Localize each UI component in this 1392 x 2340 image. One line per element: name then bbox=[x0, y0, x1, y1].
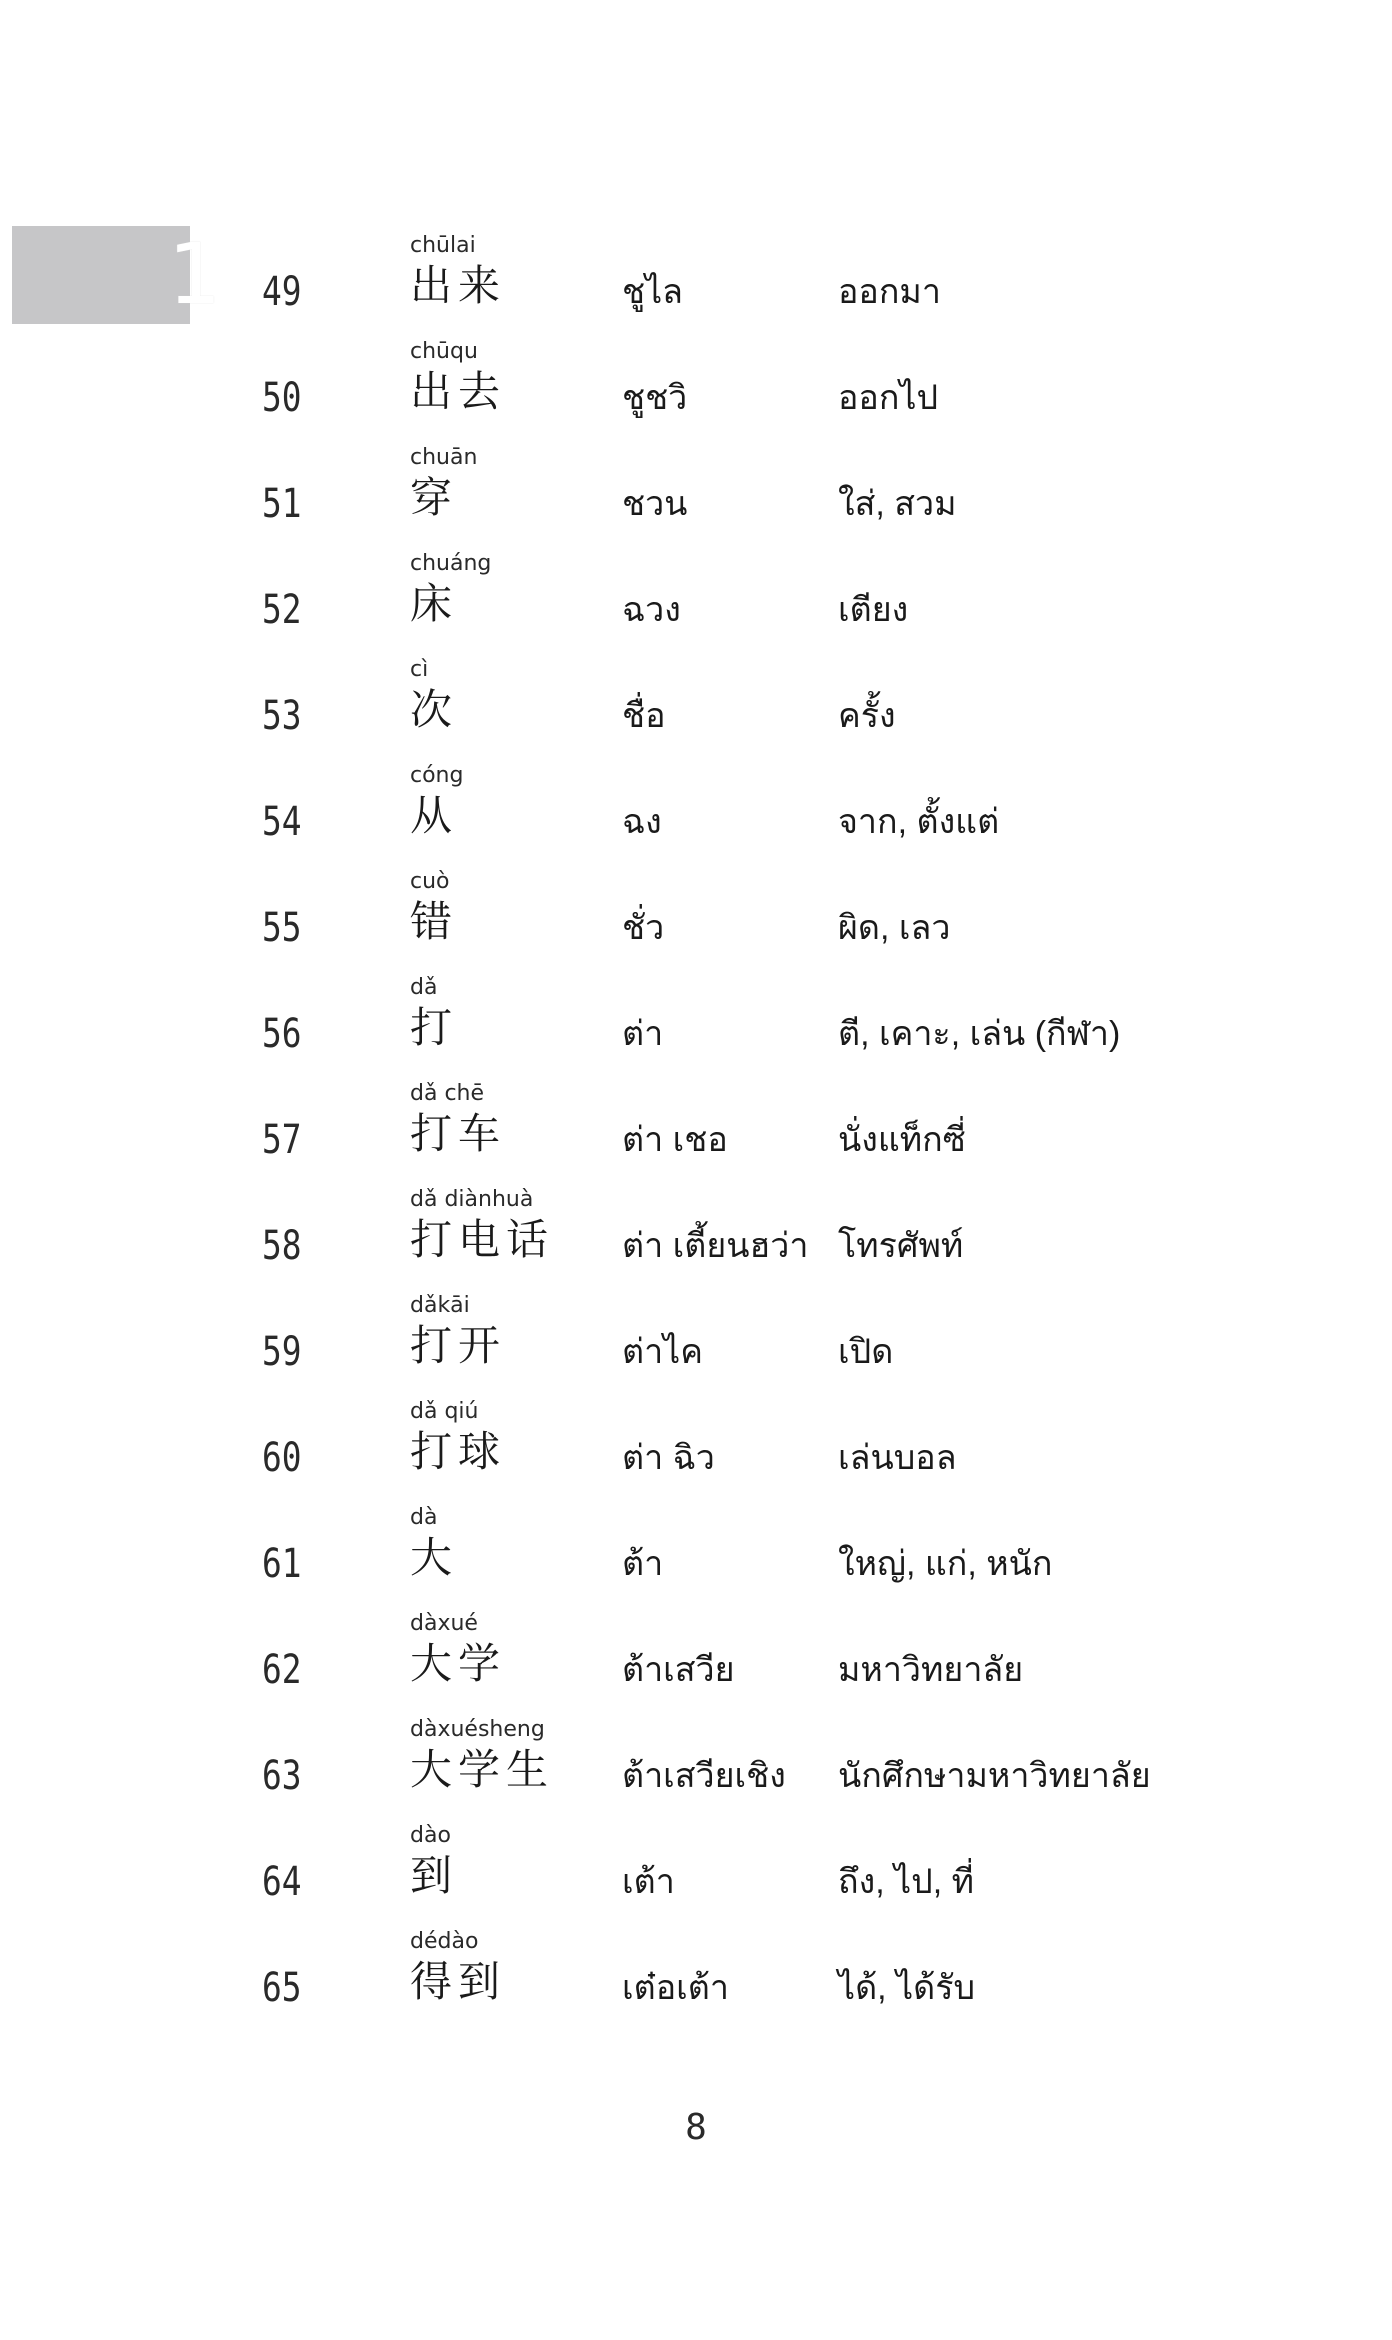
entry-number: 65 bbox=[262, 1965, 302, 2011]
vocab-entry bbox=[0, 1610, 1336, 1716]
entry-thai-meaning: ใส่, สวม bbox=[838, 485, 957, 523]
entry-thai-meaning: ผิด, เลว bbox=[838, 909, 951, 947]
entry-hanzi: 床 bbox=[410, 579, 459, 628]
entry-thai-reading: ชื่อ bbox=[622, 697, 666, 735]
entry-thai-meaning: เปิด bbox=[838, 1333, 894, 1371]
entry-pinyin: dǎ diànhuà bbox=[410, 1187, 534, 1212]
entry-thai-meaning: โทรศัพท์ bbox=[838, 1227, 964, 1265]
entry-hanzi: 大学生 bbox=[410, 1745, 555, 1794]
entry-pinyin: chuáng bbox=[410, 551, 492, 576]
entry-number: 58 bbox=[262, 1223, 302, 1269]
entry-thai-reading: ต้า bbox=[622, 1545, 664, 1583]
entry-thai-reading: เต๋อเต้า bbox=[622, 1969, 729, 2007]
entry-thai-meaning: ตี, เคาะ, เล่น (กีฬา) bbox=[838, 1015, 1121, 1053]
entry-hanzi: 出来 bbox=[410, 261, 507, 310]
entry-thai-meaning: ออกมา bbox=[838, 273, 941, 311]
entry-thai-reading: ต้าเสวีย bbox=[622, 1651, 735, 1689]
entry-hanzi: 错 bbox=[410, 897, 459, 946]
vocab-entry bbox=[0, 1716, 1336, 1822]
entry-thai-reading: ต่า เชอ bbox=[622, 1121, 728, 1159]
vocab-entry bbox=[0, 550, 1336, 656]
entry-thai-reading: เต้า bbox=[622, 1863, 675, 1901]
entry-thai-reading: ต่า bbox=[622, 1015, 664, 1053]
entry-thai-meaning: ได้, ได้รับ bbox=[838, 1969, 976, 2007]
vocab-entry bbox=[0, 1292, 1336, 1398]
entry-thai-reading: ต่า ฉิว bbox=[622, 1439, 715, 1477]
entry-hanzi: 大学 bbox=[410, 1639, 507, 1688]
vocab-entry bbox=[0, 1186, 1336, 1292]
vocab-entry bbox=[0, 1928, 1336, 2034]
entry-thai-meaning: ออกไป bbox=[838, 379, 939, 417]
vocab-entry bbox=[0, 232, 1336, 338]
entry-hanzi: 打车 bbox=[410, 1109, 507, 1158]
entry-pinyin: dà bbox=[410, 1505, 438, 1530]
entry-pinyin: cuò bbox=[410, 869, 450, 894]
chapter-number: 1 bbox=[168, 225, 222, 323]
vocab-entry bbox=[0, 1080, 1336, 1186]
entry-pinyin: chūlai bbox=[410, 233, 476, 258]
vocab-entry bbox=[0, 1504, 1336, 1610]
entry-number: 61 bbox=[262, 1541, 302, 1587]
entry-thai-meaning: มหาวิทยาลัย bbox=[838, 1651, 1024, 1689]
vocab-entry bbox=[0, 974, 1336, 1080]
entry-pinyin: dǎ qiú bbox=[410, 1399, 479, 1424]
entry-thai-meaning: ถึง, ไป, ที่ bbox=[838, 1863, 975, 1901]
entry-number: 57 bbox=[262, 1117, 302, 1163]
entry-number: 55 bbox=[262, 905, 302, 951]
entry-thai-meaning: นักศึกษามหาวิทยาลัย bbox=[838, 1757, 1151, 1795]
entry-number: 62 bbox=[262, 1647, 302, 1693]
entry-thai-meaning: เล่นบอล bbox=[838, 1439, 957, 1477]
entry-thai-reading: ฉวง bbox=[622, 591, 681, 629]
entry-number: 59 bbox=[262, 1329, 302, 1375]
entry-pinyin: dǎkāi bbox=[410, 1293, 470, 1318]
entry-thai-reading: ชูไล bbox=[622, 273, 684, 311]
entry-number: 51 bbox=[262, 481, 302, 527]
entry-hanzi: 打电话 bbox=[410, 1215, 555, 1264]
entry-thai-reading: ต่าไค bbox=[622, 1333, 704, 1371]
entry-hanzi: 打球 bbox=[410, 1427, 507, 1476]
entry-thai-meaning: ครั้ง bbox=[838, 697, 896, 735]
entry-pinyin: chuān bbox=[410, 445, 478, 470]
entry-pinyin: dào bbox=[410, 1823, 451, 1848]
entry-pinyin: cóng bbox=[410, 763, 464, 788]
entry-number: 54 bbox=[262, 799, 302, 845]
vocab-entry bbox=[0, 762, 1336, 868]
entry-thai-meaning: เตียง bbox=[838, 591, 909, 629]
entry-thai-reading: ฉง bbox=[622, 803, 662, 841]
entry-pinyin: chūqu bbox=[410, 339, 478, 364]
entry-number: 60 bbox=[262, 1435, 302, 1481]
entry-pinyin: dàxué bbox=[410, 1611, 478, 1636]
entry-hanzi: 从 bbox=[410, 791, 459, 840]
vocab-entry bbox=[0, 868, 1336, 974]
entry-hanzi: 打 bbox=[410, 1003, 459, 1052]
entry-hanzi: 大 bbox=[410, 1533, 459, 1582]
entry-pinyin: dàxuésheng bbox=[410, 1717, 545, 1742]
vocab-entry bbox=[0, 1822, 1336, 1928]
entry-number: 53 bbox=[262, 693, 302, 739]
entry-number: 52 bbox=[262, 587, 302, 633]
entry-thai-reading: ชั่ว bbox=[622, 909, 665, 947]
entry-hanzi: 打开 bbox=[410, 1321, 507, 1370]
entry-hanzi: 到 bbox=[410, 1851, 459, 1900]
entry-hanzi: 得到 bbox=[410, 1957, 507, 2006]
entry-thai-meaning: จาก, ตั้งแต่ bbox=[838, 803, 1000, 841]
vocab-entry bbox=[0, 656, 1336, 762]
entry-pinyin: dédào bbox=[410, 1929, 479, 1954]
entry-pinyin: cì bbox=[410, 657, 429, 682]
entry-thai-meaning: นั่งแท็กซี่ bbox=[838, 1121, 966, 1159]
entry-hanzi: 穿 bbox=[410, 473, 459, 522]
page-number: 8 bbox=[685, 2107, 707, 2148]
entry-number: 56 bbox=[262, 1011, 302, 1057]
entry-thai-reading: ชูชวิ bbox=[622, 379, 688, 417]
entry-number: 49 bbox=[262, 269, 302, 315]
entry-number: 50 bbox=[262, 375, 302, 421]
entry-number: 64 bbox=[262, 1859, 302, 1905]
entry-number: 63 bbox=[262, 1753, 302, 1799]
entry-thai-meaning: ใหญ่, แก่, หนัก bbox=[838, 1545, 1053, 1583]
vocab-entry bbox=[0, 444, 1336, 550]
entry-thai-reading: ต้าเสวียเชิง bbox=[622, 1757, 786, 1795]
vocab-entry bbox=[0, 338, 1336, 444]
entry-hanzi: 次 bbox=[410, 685, 459, 734]
entry-thai-reading: ชวน bbox=[622, 485, 688, 523]
entry-hanzi: 出去 bbox=[410, 367, 507, 416]
entry-pinyin: dǎ chē bbox=[410, 1081, 485, 1106]
entry-thai-reading: ต่า เตี้ยนฮว่า bbox=[622, 1227, 809, 1265]
vocab-entry bbox=[0, 1398, 1336, 1504]
entry-pinyin: dǎ bbox=[410, 975, 438, 1000]
